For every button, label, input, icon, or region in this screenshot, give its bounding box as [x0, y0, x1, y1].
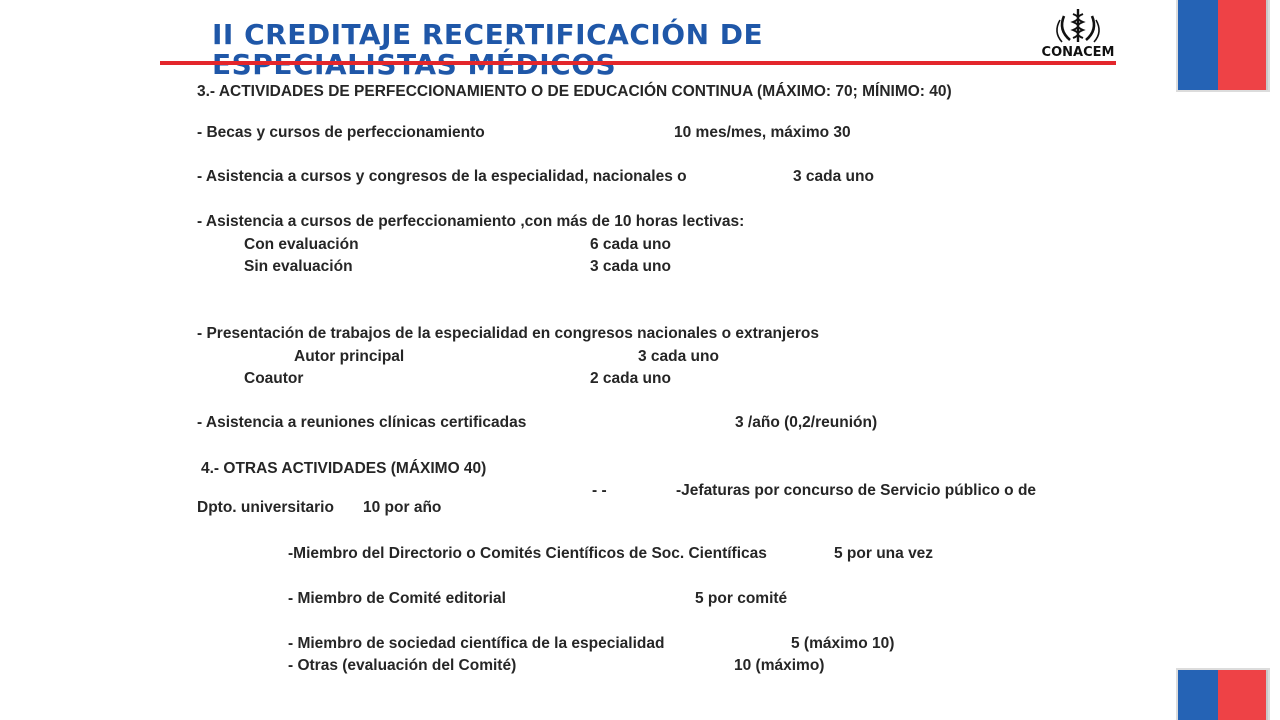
editorial-label: - Miembro de Comité editorial — [288, 590, 506, 607]
section3-heading: 3.- ACTIVIDADES DE PERFECCIONAMIENTO O DE EDUCACIÓN CONTINUA (MÁXIMO: 70; MÍNIMO: 40) — [197, 83, 952, 100]
jefaturas-continuation: Dpto. universitario — [197, 499, 334, 516]
asistencia-congresos-value: 3 cada uno — [793, 168, 874, 185]
editorial-value: 5 por comité — [695, 590, 788, 607]
sociedad-value: 5 (máximo 10) — [791, 635, 895, 652]
otras-value: 10 (máximo) — [734, 657, 825, 674]
autor-principal-value: 3 cada uno — [638, 348, 719, 365]
reuniones-value: 3 /año (0,2/reunión) — [735, 414, 878, 431]
reuniones-label: - Asistencia a reuniones clínicas certificadas — [197, 414, 527, 431]
coautor-label: Coautor — [244, 370, 304, 387]
directorio-label: -Miembro del Directorio o Comités Científicos de Soc. Científicas — [288, 545, 767, 562]
sin-evaluacion-value: 3 cada uno — [590, 258, 671, 275]
con-evaluacion-label: Con evaluación — [244, 236, 359, 253]
con-evaluacion-value: 6 cada uno — [590, 236, 671, 253]
presentacion-label: - Presentación de trabajos de la especialidad en congresos nacionales o extranjeros — [197, 325, 819, 342]
becas-value: 10 mes/mes, máximo 30 — [674, 124, 851, 141]
logo-text: CONACEM — [1041, 45, 1115, 60]
chile-flag-stripe-bottom — [1178, 670, 1268, 720]
jefaturas-label: -Jefaturas por concurso de Servicio público o de — [676, 482, 1037, 499]
section4-heading: 4.- OTRAS ACTIVIDADES (MÁXIMO 40) — [201, 460, 487, 477]
autor-principal-label: Autor principal — [294, 348, 405, 365]
chile-flag-stripe-top — [1178, 0, 1268, 90]
asistencia-cursos-label: - Asistencia a cursos de perfeccionamiento ,con más de 10 horas lectivas: — [197, 213, 745, 230]
jefaturas-value: 10 por año — [363, 499, 442, 516]
bullet-dashes: - - — [592, 482, 607, 499]
becas-label: - Becas y cursos de perfeccionamiento — [197, 124, 485, 141]
sociedad-label: - Miembro de sociedad científica de la especialidad — [288, 635, 665, 652]
conacem-logo — [1040, 6, 1116, 60]
title-underline — [160, 61, 1116, 65]
sin-evaluacion-label: Sin evaluación — [244, 258, 353, 275]
directorio-value: 5 por una vez — [834, 545, 934, 562]
slide-title: II CREDITAJE RECERTIFICACIÓN DE — [212, 18, 764, 51]
coautor-value: 2 cada uno — [590, 370, 671, 387]
asistencia-congresos-label: - Asistencia a cursos y congresos de la especialidad, nacionales o — [197, 168, 687, 185]
otras-label: - Otras (evaluación del Comité) — [288, 657, 517, 674]
